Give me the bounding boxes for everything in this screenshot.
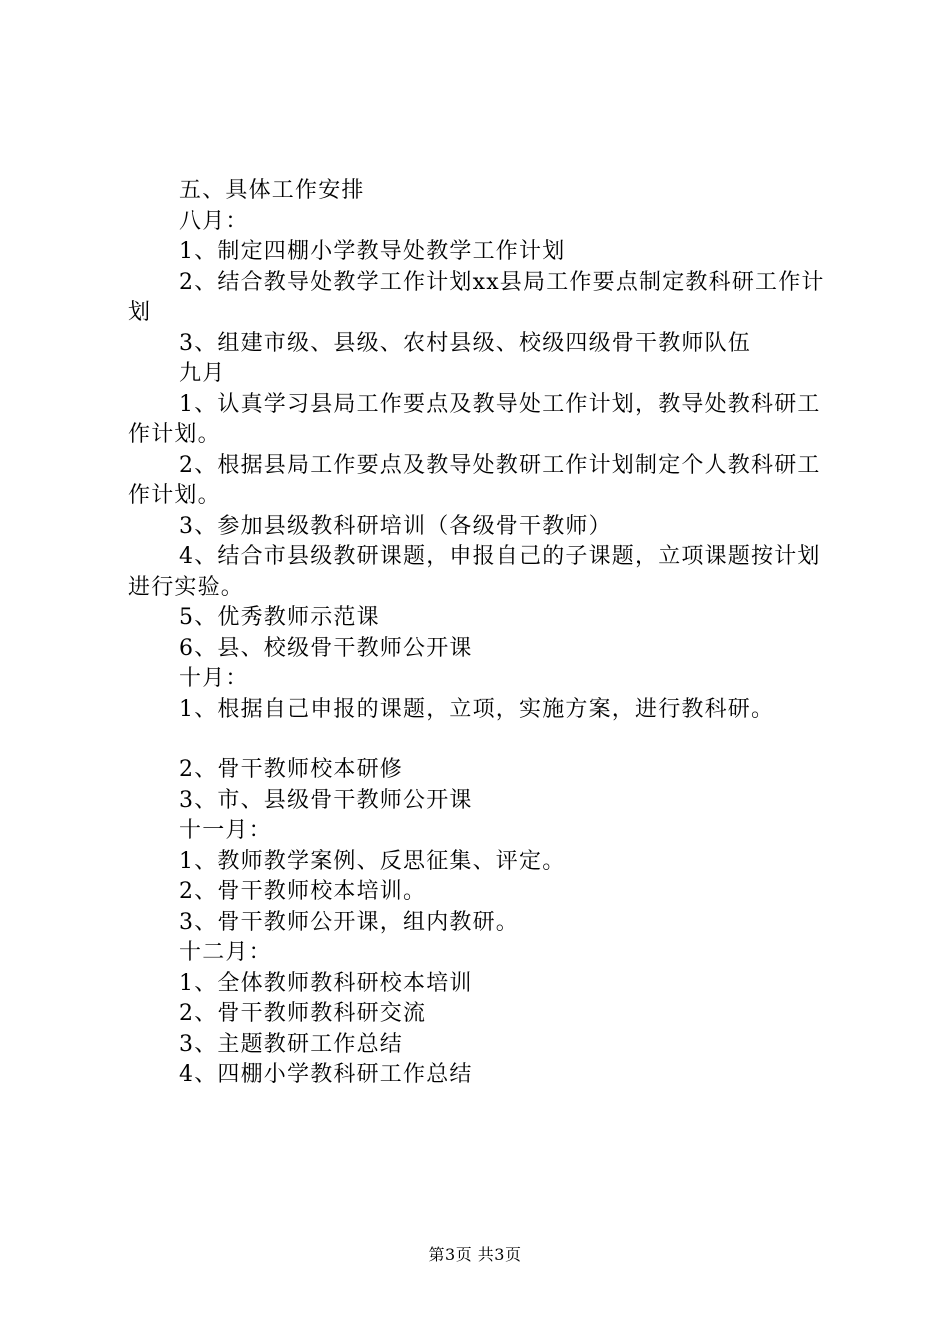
list-item: 4、结合市县级教研课题，申报自己的子课题，立项课题按计划进行实验。 — [128, 544, 821, 600]
list-item: 2、骨干教师校本培训。 — [179, 879, 427, 904]
list-item: 3、骨干教师公开课，组内教研。 — [179, 909, 519, 935]
month-heading-august: 八月： — [179, 208, 249, 234]
list-item: 1、认真学习县局工作要点及教导处工作计划，教导处教科研工作计划。 — [128, 391, 821, 447]
document-body — [128, 176, 838, 1091]
list-item: 1、全体教师教科研校本培训 — [179, 970, 473, 996]
month-heading-october: 十月： — [179, 666, 249, 691]
list-item: 3、组建市级、县级、农村县级、校级四级骨干教师队伍 — [179, 330, 751, 356]
list-item: 2、骨干教师校本研修 — [179, 757, 403, 782]
month-heading-november: 十一月： — [179, 818, 272, 843]
list-item: 3、参加县级教科研培训（各级骨干教师） — [179, 513, 612, 539]
list-item: 2、骨干教师教科研交流 — [179, 1001, 427, 1026]
list-item: 2、根据县局工作要点及教导处教研工作计划制定个人教科研工作计划。 — [128, 452, 821, 508]
list-item: 2、结合教导处教学工作计划xx县局工作要点制定教科研工作计划 — [128, 269, 825, 325]
list-item: 1、教师教学案例、反思征集、评定。 — [179, 848, 566, 874]
month-heading-september: 九月 — [179, 361, 226, 386]
page-footer — [0, 1244, 950, 1266]
list-item: 6、县、校级骨干教师公开课 — [179, 635, 473, 661]
list-item: 5、优秀教师示范课 — [179, 605, 380, 630]
page-number: 第3页 共3页 — [428, 1245, 522, 1264]
list-item: 4、四棚小学教科研工作总结 — [179, 1062, 473, 1087]
list-item: 3、主题教研工作总结 — [179, 1031, 403, 1057]
list-item: 1、制定四棚小学教导处教学工作计划 — [179, 239, 566, 264]
month-heading-december: 十二月： — [179, 940, 272, 965]
section-heading: 五、具体工作安排 — [179, 178, 365, 203]
list-item: 1、根据自己申报的课题，立项，实施方案，进行教科研。 — [179, 696, 775, 722]
list-item: 3、市、县级骨干教师公开课 — [179, 787, 473, 813]
